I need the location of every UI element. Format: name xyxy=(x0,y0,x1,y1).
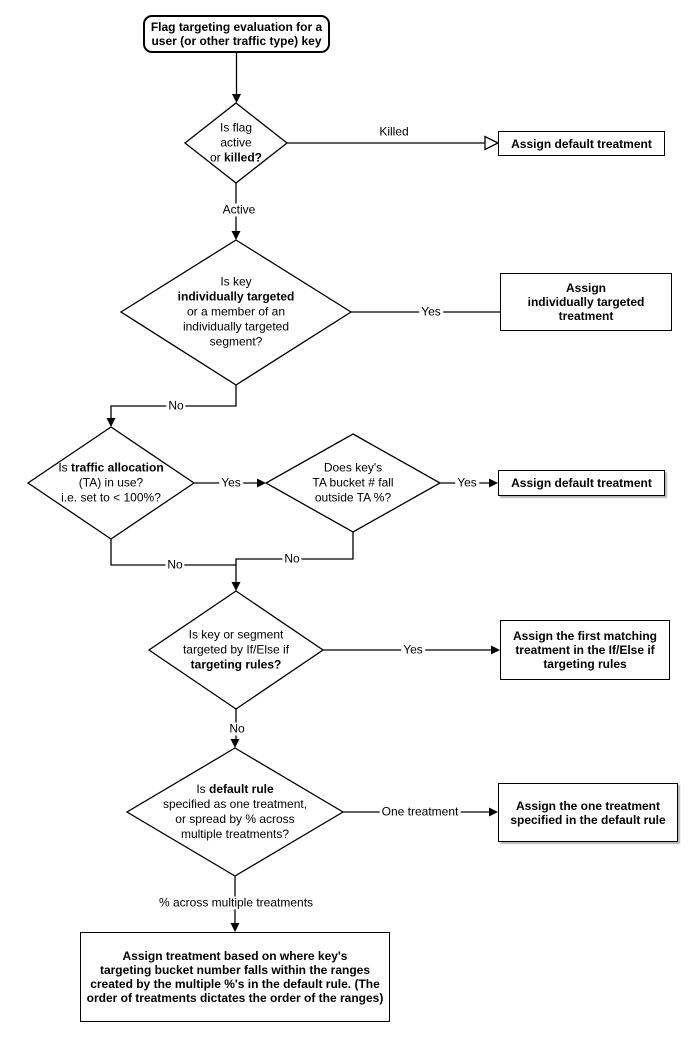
edge-label-one-treatment: One treatment xyxy=(381,804,459,819)
edge-label-yes-ta: Yes xyxy=(221,475,241,490)
edge-label-no-bucket: No xyxy=(284,551,300,566)
edge-label-no-individual: No xyxy=(168,398,184,413)
start-node xyxy=(143,15,330,53)
arrowhead-into-d6 xyxy=(231,739,240,748)
terminal-text: Assign default treatment xyxy=(511,476,652,490)
terminal-assign-by-ranges xyxy=(80,932,390,1022)
arrowhead-hollow-into-a1 xyxy=(485,137,498,150)
terminal-text: Assign treatment based on where key's targeting bucket number falls within the ranges created by the multiple %'s in the default rule. (The order of treatments dictates the order of the ranges) xyxy=(86,949,384,1005)
arrowhead-into-a4 xyxy=(491,646,500,655)
edge-label-active: Active xyxy=(222,202,256,217)
decision-default-rule-text: Is default rule specified as one treatment, or spread by % across multiple treatments? xyxy=(162,782,308,841)
edge-label-yes-rules: Yes xyxy=(403,642,423,657)
start-node-text: Flag targeting evaluation for a user (or other traffic type) key xyxy=(150,20,323,48)
terminal-assign-individually-targeted xyxy=(500,273,672,331)
terminal-assign-one-treatment xyxy=(498,783,678,842)
decision-targeting-rules-text: Is key or segment targeted by If/Else if targeting rules? xyxy=(182,627,290,672)
terminal-text: Assign individually targeted treatment xyxy=(527,281,645,323)
edge-label-killed: Killed xyxy=(379,124,409,139)
terminal-assign-default-treatment-ta xyxy=(498,470,665,496)
terminal-text: Assign the one treatment specified in the default rule xyxy=(510,798,666,827)
decision-individually-targeted-text: Is key individually targeted or a member of an individually targeted segment? xyxy=(177,274,295,349)
arrowhead-into-d3 xyxy=(107,418,116,427)
terminal-assign-default-treatment-killed xyxy=(498,131,665,156)
arrowhead-into-a3 xyxy=(489,479,498,488)
arrowhead-into-a5 xyxy=(489,808,498,817)
edge-label-yes-individual: Yes xyxy=(421,304,441,319)
edge-label-yes-bucket: Yes xyxy=(457,475,477,490)
terminal-text: Assign the first matching treatment in the If/Else if targeting rules xyxy=(512,629,658,671)
terminal-assign-first-matching xyxy=(500,620,670,680)
edge-label-pct-across: % across multiple treatments xyxy=(158,895,314,910)
arrowhead-into-final xyxy=(231,923,240,932)
edge-label-no-rules: No xyxy=(229,721,245,736)
decision-traffic-allocation-text: Is traffic allocation (TA) in use? i.e. set to < 100%? xyxy=(58,460,164,505)
decision-ta-bucket-text: Does key's TA bucket # fall outside TA %? xyxy=(312,460,394,505)
arrowhead-into-d4 xyxy=(257,479,266,488)
edge-label-no-ta: No xyxy=(167,557,183,572)
arrowhead-into-d1 xyxy=(232,94,241,103)
terminal-text: Assign default treatment xyxy=(511,136,652,151)
arrowhead-into-d5 xyxy=(232,582,241,591)
arrowhead-into-d2 xyxy=(232,231,241,240)
decision-flag-active-text: Is flag active or killed? xyxy=(209,120,263,165)
